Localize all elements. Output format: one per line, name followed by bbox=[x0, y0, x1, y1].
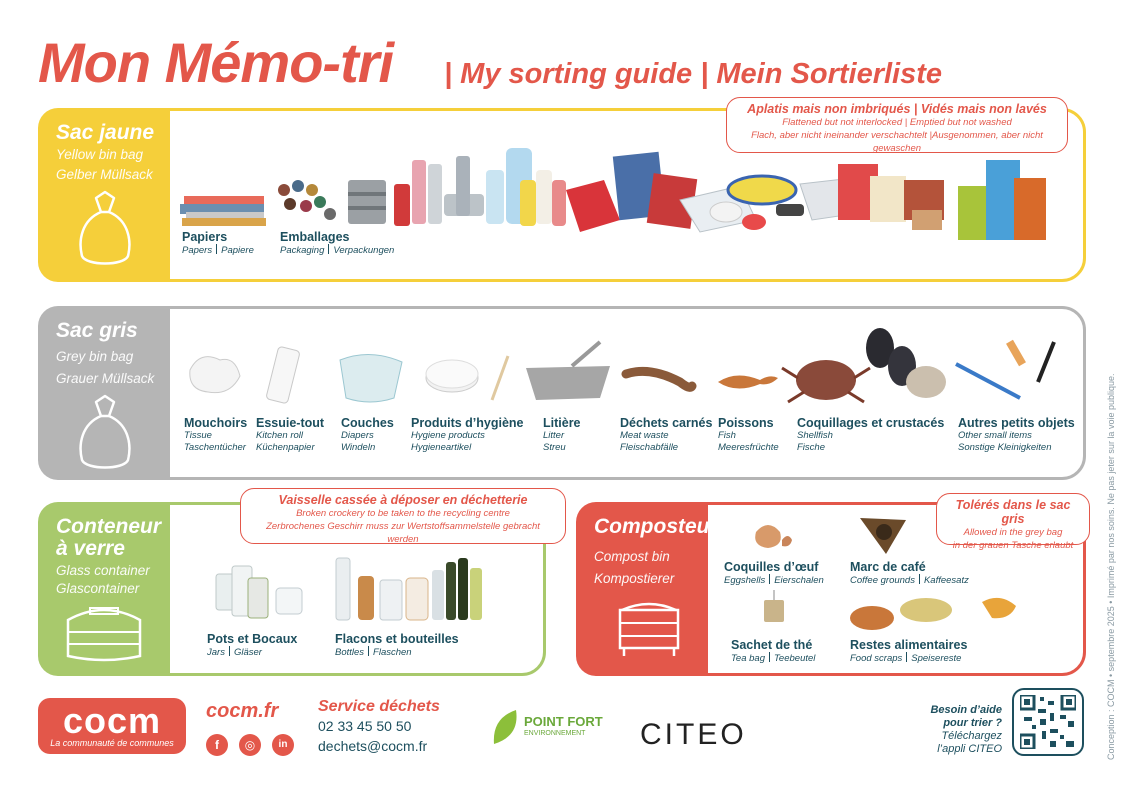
facebook-icon[interactable]: f bbox=[206, 734, 228, 756]
citeo-logo: CITEO bbox=[640, 718, 747, 751]
coffee-grounds-icon bbox=[860, 518, 906, 554]
label-poissons: Poissons Fish Meeresfrüchte bbox=[718, 416, 779, 453]
tea-bag-icon bbox=[764, 590, 784, 622]
drink-carton-icon bbox=[838, 160, 1046, 240]
label-sachet-the: Sachet de thé Tea bag Teebeutel bbox=[731, 638, 816, 664]
litter-tray-icon bbox=[526, 342, 610, 400]
glass-bottle-icon bbox=[336, 558, 482, 620]
yellow-note: Aplatis mais non imbriqués | Vidés mais non lavés Flattened but not interlocked | Emptied but not washed Flach, aber nicht ineinander verschachtelt |Ausgenommen, aber nicht gewaschen bbox=[726, 97, 1068, 153]
grey-bag-icon bbox=[74, 394, 136, 472]
grey-bag-panel bbox=[38, 306, 170, 480]
label-restes-alimentaires: Restes alimentaires Food scraps Speisereste bbox=[850, 638, 968, 664]
compost-bin-icon bbox=[614, 598, 684, 660]
grey-items-illustration bbox=[180, 320, 1080, 410]
cotton-pad-icon bbox=[426, 356, 508, 400]
eggshell-icon bbox=[755, 525, 792, 548]
yellow-bag-subtitle-en: Yellow bin bag bbox=[56, 147, 144, 162]
label-coquilles-oeuf: Coquilles d’œuf Eggshells Eierschalen bbox=[724, 560, 824, 586]
linkedin-icon[interactable]: in bbox=[272, 734, 294, 756]
label-papiers: Papiers Papers Papiere bbox=[182, 230, 254, 256]
label-mouchoirs: Mouchoirs Tissue Taschentücher bbox=[184, 416, 248, 453]
label-produits-hygiene: Produits d’hygiène Hygiene products Hygieneartikel bbox=[411, 416, 524, 453]
glass-subtitle-de: Glascontainer bbox=[56, 581, 140, 596]
page-title: Mon Mémo-tri bbox=[38, 31, 394, 94]
label-marc-cafe: Marc de café Coffee grounds Kaffeesatz bbox=[850, 560, 969, 586]
service-title: Service déchets bbox=[318, 698, 440, 715]
qr-code-icon bbox=[1020, 695, 1076, 749]
food-scraps-icon bbox=[850, 598, 1016, 630]
toothbrush-icon bbox=[956, 340, 1054, 398]
label-pots-bocaux: Pots et Bocaux Jars Gläser bbox=[207, 632, 298, 658]
glass-note: Vaisselle cassée à déposer en déchetterie Broken crockery to be taken to the recycling centre Zerbrochenes Geschirr muss zur Wertstoffsammelstelle gebracht werden bbox=[240, 488, 566, 544]
meat-bone-icon bbox=[626, 371, 692, 387]
kitchen-roll-icon bbox=[266, 346, 300, 404]
cocm-logo: cocm La communauté de communes bbox=[38, 698, 186, 754]
glass-subtitle-en: Glass container bbox=[56, 563, 150, 578]
fish-icon bbox=[718, 375, 778, 388]
tissue-icon bbox=[190, 357, 240, 393]
compost-subtitle-en: Compost bin bbox=[594, 549, 670, 564]
label-coquillages: Coquillages et crustacés Shellfish Fische bbox=[797, 416, 945, 453]
glass-container-icon bbox=[62, 600, 146, 666]
compost-title: Composteur bbox=[594, 515, 718, 538]
crab-icon bbox=[782, 360, 870, 402]
diaper-icon bbox=[340, 354, 402, 402]
yellow-bag-subtitle-de: Gelber Müllsack bbox=[56, 167, 153, 182]
glass-panel bbox=[38, 502, 170, 676]
yellow-bag-icon bbox=[74, 190, 136, 268]
jar-icon bbox=[216, 566, 302, 618]
credit-text: Conception : COCM • septembre 2025 • Imprimé par nos soins. Ne pas jeter sur la voie publique. bbox=[1106, 373, 1116, 760]
coffee-capsule-icon bbox=[278, 180, 336, 220]
label-autres-petits-objets: Autres petits objets Other small items Sonstige Kleinigkeiten bbox=[958, 416, 1075, 453]
website-link[interactable]: cocm.fr bbox=[206, 700, 279, 722]
metal-can-icon bbox=[348, 180, 386, 224]
grey-bag-subtitle-en: Grey bin bag bbox=[56, 349, 134, 364]
glass-title-1: Conteneur bbox=[56, 515, 161, 538]
glass-title-2: à verre bbox=[56, 537, 125, 560]
label-litiere: Litière Litter Streu bbox=[543, 416, 581, 453]
label-emballages: Emballages Packaging Verpackungen bbox=[280, 230, 395, 256]
help-text: Besoin d’aide pour trier ? Téléchargez l’appli CITEO bbox=[930, 704, 1002, 755]
yellow-bag-panel bbox=[38, 108, 170, 282]
label-flacons-bouteilles: Flacons et bouteilles Bottles Flaschen bbox=[335, 632, 459, 658]
compost-subtitle-de: Kompostierer bbox=[594, 571, 675, 586]
point-fort-logo: POINT FORT ENVIRONNEMENT bbox=[490, 708, 520, 753]
compost-panel bbox=[576, 502, 718, 676]
glass-items-illustration bbox=[200, 548, 500, 630]
service-phone[interactable]: 02 33 45 50 50 bbox=[318, 718, 412, 734]
instagram-icon[interactable]: ◎ bbox=[239, 734, 261, 756]
mussel-icon bbox=[866, 328, 946, 398]
page-subtitle: | My sorting guide | Mein Sortierliste bbox=[444, 58, 943, 90]
grey-bag-subtitle-de: Grauer Müllsack bbox=[56, 371, 155, 386]
paper-stack-icon bbox=[180, 196, 266, 226]
label-couches: Couches Diapers Windeln bbox=[341, 416, 394, 453]
compost-note: Tolérés dans le sac gris Allowed in the grey bag in der grauen Tasche erlaubt bbox=[936, 493, 1090, 545]
label-essuie-tout: Essuie-tout Kitchen roll Küchenpapier bbox=[256, 416, 325, 453]
label-dechets-carnes: Déchets carnés Meat waste Fleischabfälle bbox=[620, 416, 713, 453]
bottle-icon bbox=[394, 148, 566, 226]
yellow-bag-title: Sac jaune bbox=[56, 121, 155, 144]
leaf-icon bbox=[490, 708, 520, 748]
qr-code[interactable] bbox=[1012, 688, 1084, 756]
service-email[interactable]: dechets@cocm.fr bbox=[318, 738, 428, 754]
grey-bag-title: Sac gris bbox=[56, 319, 138, 342]
